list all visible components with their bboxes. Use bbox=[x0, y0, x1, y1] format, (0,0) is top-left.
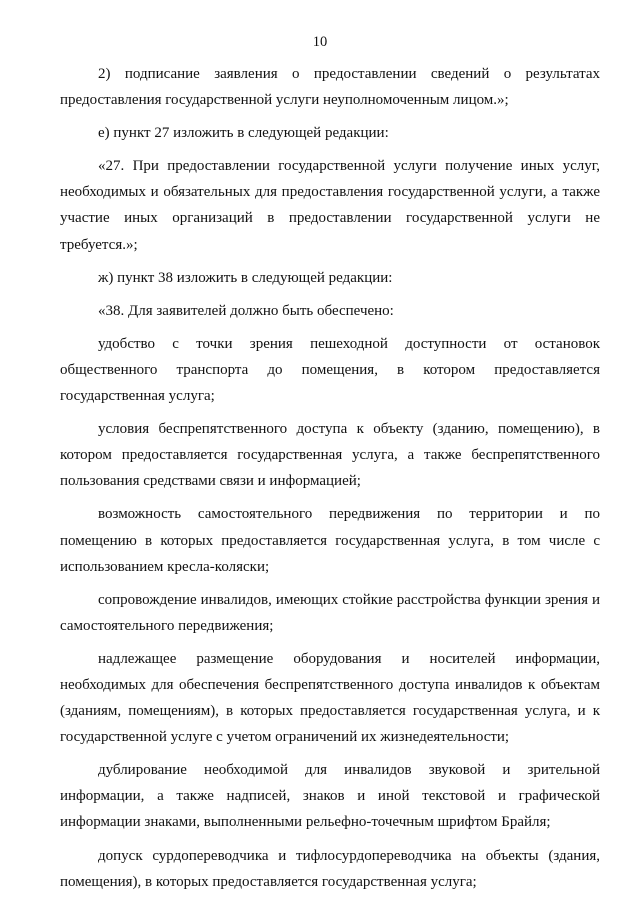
paragraph-amendment-zh: ж) пункт 38 изложить в следующей редакции: bbox=[98, 269, 393, 286]
paragraph-accessibility-interpreter: допуск сурдопереводчика и тифлосурдопереводчика на объекты (здания, помещения), в которых предоставляется государственная услуга; bbox=[60, 847, 600, 890]
paragraph-item-38: «38. Для заявителей должно быть обеспечено: bbox=[98, 302, 394, 319]
page-number: 10 bbox=[312, 34, 328, 50]
paragraph-accessibility-braille: дублирование необходимой для инвалидов звуковой и зрительной информации, а также надписей, знаков и иной текстовой и графической информации знаками, выполненными рельефно-точечным шрифтом Брайля; bbox=[60, 762, 600, 831]
document-body bbox=[60, 61, 600, 902]
paragraph-accessibility-transport: удобство с точки зрения пешеходной доступности от остановок общественного транспорта до помещения, в котором предоставляется государственная услуга; bbox=[60, 335, 600, 405]
paragraph-accessibility-access: условия беспрепятственного доступа к объекту (зданию, помещению), в котором предоставляется государственная услуга, а также беспрепятственного пользования средствами связи и информацией; bbox=[60, 421, 600, 490]
paragraph-amendment-e: е) пункт 27 изложить в следующей редакции: bbox=[98, 125, 389, 142]
paragraph-subpoint-2: 2) подписание заявления о предоставлении сведений о результатах предоставления государственной услуги неуполномоченным лицом.»; bbox=[60, 66, 600, 109]
paragraph-accessibility-movement: возможность самостоятельного передвижения по территории и по помещению в которых предоставляется государственная услуга, в том числе с использованием кресла-коляски; bbox=[60, 506, 600, 575]
paragraph-accessibility-escort: сопровождение инвалидов, имеющих стойкие расстройства функции зрения и самостоятельного передвижения; bbox=[60, 591, 600, 634]
paragraph-item-27: «27. При предоставлении государственной услуги получение иных услуг, необходимых и обязательных для предоставления государственной услуги, а также участие иных организаций в предоставлении государственной услуги не требуется.»; bbox=[60, 158, 600, 253]
paragraph-accessibility-equipment: надлежащее размещение оборудования и носителей информации, необходимых для обеспечения беспрепятственного доступа инвалидов к объектам (зданиям, помещениям), в которых предоставляется государственная услуга, и к государственной услуге с учетом ограничений их жизнедеятельности; bbox=[60, 650, 600, 746]
